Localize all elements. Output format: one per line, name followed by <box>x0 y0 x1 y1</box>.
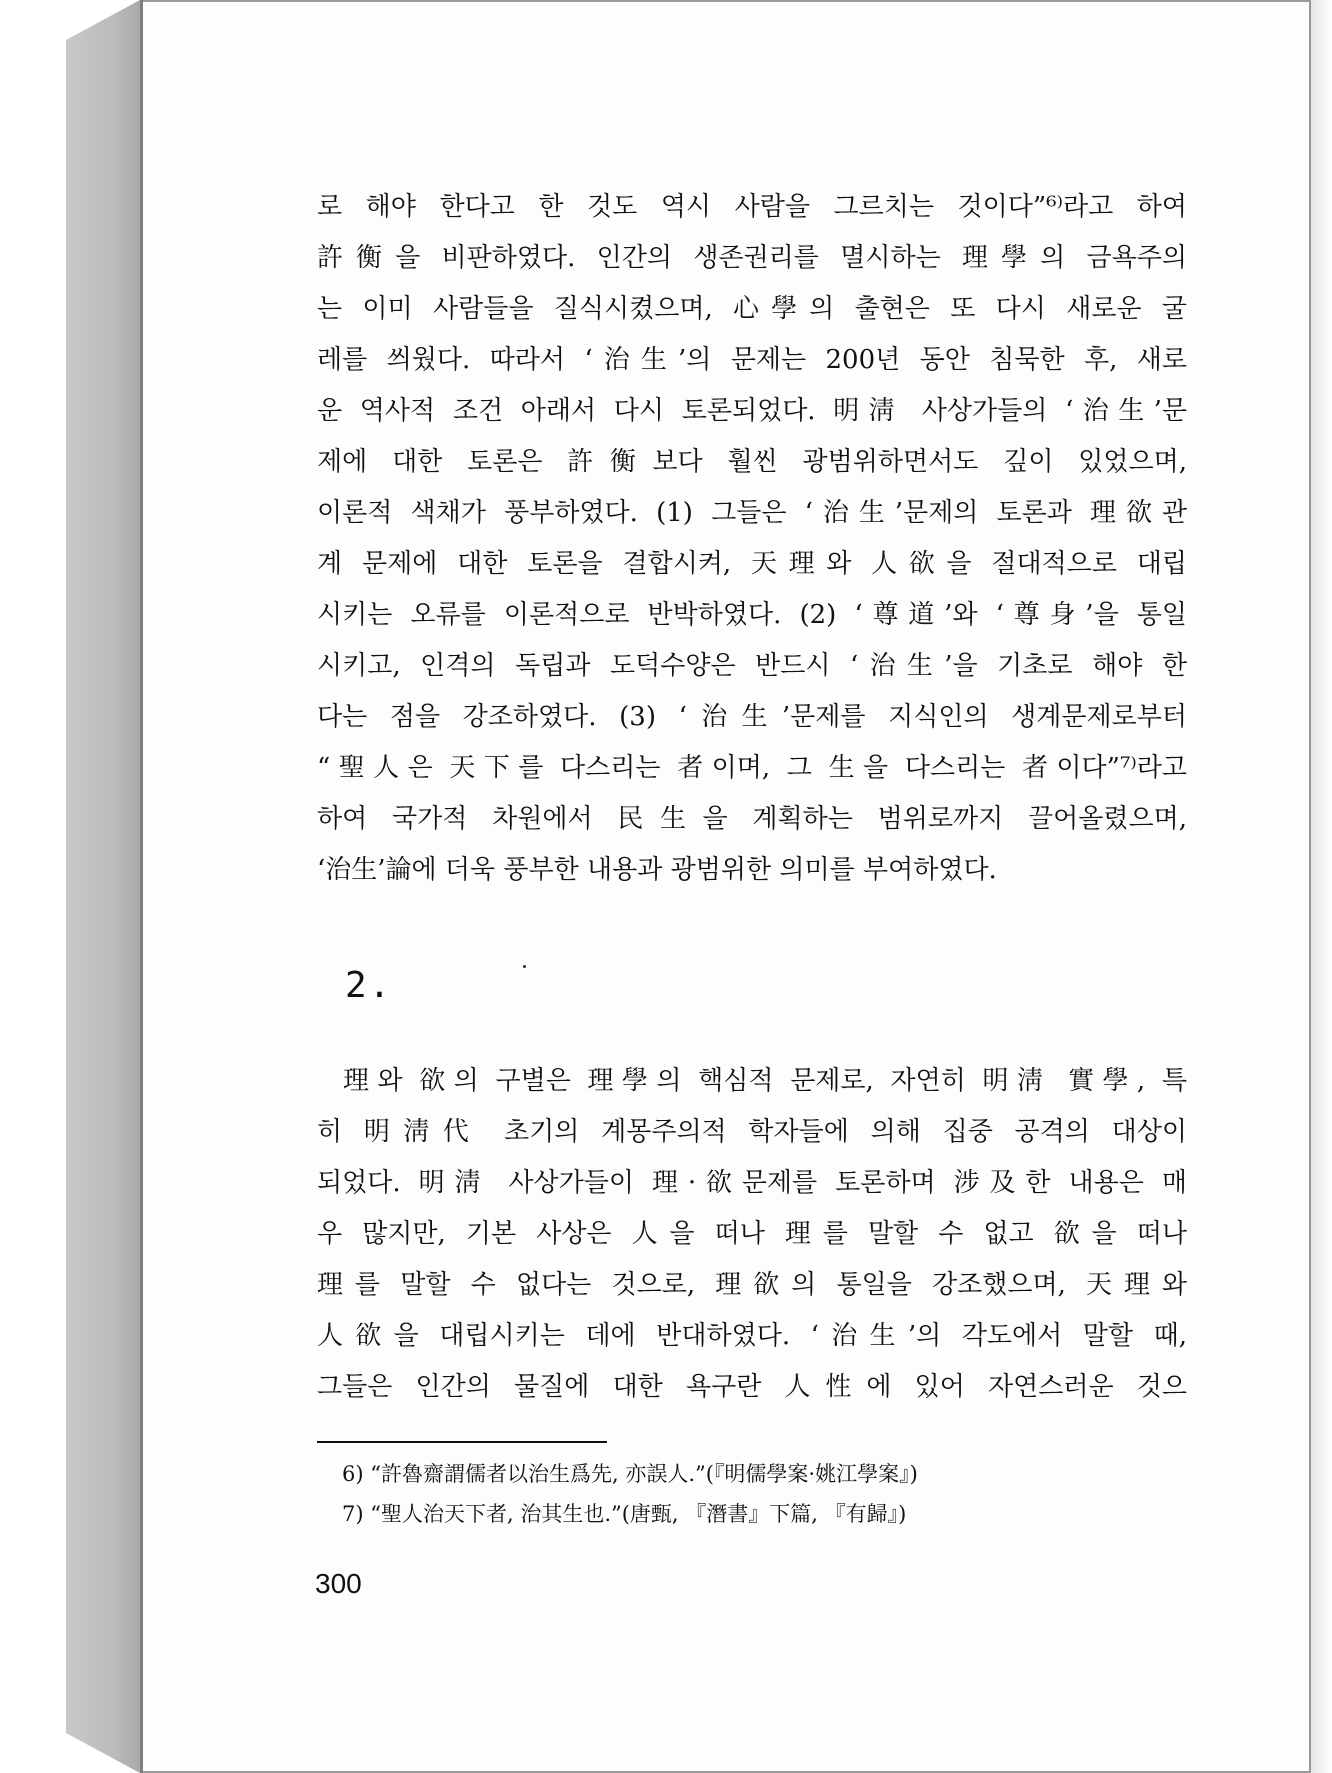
book-spine <box>66 0 140 1773</box>
text-line: 계 문제에 대한 토론을 결합시켜, 天理와 人欲을 절대적으로 대립 <box>317 549 1187 579</box>
body-paragraph-2 <box>317 1056 1187 1413</box>
footnote: 7) “聖人治天下者, 治其生也.”(唐甄, 『潛書』下篇, 『有歸』) <box>342 1502 907 1526</box>
text-line: 운 역사적 조건 아래서 다시 토론되었다. 明淸 사상가들의 ‘治生’문 <box>317 396 1187 426</box>
footnote: 6) “許魯齋謂儒者以治生爲先, 亦誤人.”(『明儒學案·姚江學案』) <box>342 1462 918 1486</box>
text-line: 理를 말할 수 없다는 것으로, 理欲의 통일을 강조했으며, 天理와 <box>317 1270 1187 1300</box>
footnotes <box>342 1454 1202 1534</box>
text-line: 히 明淸代 초기의 계몽주의적 학자들에 의해 집중 공격의 대상이 <box>317 1117 1187 1147</box>
text-line: 理와 欲의 구별은 理學의 핵심적 문제로, 자연히 明淸 實學, 특 <box>343 1066 1187 1096</box>
text-line: 그들은 인간의 물질에 대한 욕구란 人性에 있어 자연스러운 것으 <box>317 1372 1187 1402</box>
text-line: 시키는 오류를 이론적으로 반박하였다. (2) ‘尊道’와 ‘尊身’을 통일 <box>317 600 1187 630</box>
text-line: 시키고, 인격의 독립과 도덕수양은 반드시 ‘治生’을 기초로 해야 한 <box>317 651 1187 681</box>
speck-mark <box>523 965 526 968</box>
page-shadow <box>1311 0 1332 1773</box>
text-line: 로 해야 한다고 한 것도 역시 사람을 그르치는 것이다”⁶⁾라고 하여 <box>317 192 1187 222</box>
text-line: 우 많지만, 기본 사상은 人을 떠나 理를 말할 수 없고 欲을 떠나 <box>317 1219 1187 1249</box>
text-line: 하여 국가적 차원에서 民生을 계획하는 범위로까지 끌어올렸으며, <box>317 804 1187 834</box>
text-line: 제에 대한 토론은 許衡보다 훨씬 광범위하면서도 깊이 있었으며, <box>317 447 1187 477</box>
section-heading: 2. <box>345 965 393 1006</box>
page-number: 300 <box>315 1568 362 1599</box>
text-line: 人欲을 대립시키는 데에 반대하였다. ‘治生’의 각도에서 말할 때, <box>317 1321 1187 1351</box>
footnote-divider <box>317 1441 607 1443</box>
text-line: 다는 점을 강조하였다. (3) ‘治生’문제를 지식인의 생계문제로부터 <box>317 702 1187 732</box>
text-line: ‘治生’論에 더욱 풍부한 내용과 광범위한 의미를 부여하였다. <box>317 855 997 885</box>
text-line: 許衡을 비판하였다. 인간의 생존권리를 멸시하는 理學의 금욕주의 <box>317 243 1187 273</box>
text-line: 되었다. 明淸 사상가들이 理·欲문제를 토론하며 涉及한 내용은 매 <box>317 1168 1187 1198</box>
body-paragraph-1 <box>317 182 1187 896</box>
text-line: 레를 씌웠다. 따라서 ‘治生’의 문제는 200년 동안 침묵한 후, 새로 <box>317 345 1187 375</box>
text-line: “聖人은 天下를 다스리는 者이며, 그 生을 다스리는 者이다”⁷⁾라고 <box>317 753 1187 783</box>
text-line: 이론적 색채가 풍부하였다. (1) 그들은 ‘治生’문제의 토론과 理欲관 <box>317 498 1187 528</box>
text-line: 는 이미 사람들을 질식시켰으며, 心學의 출현은 또 다시 새로운 굴 <box>317 294 1187 324</box>
